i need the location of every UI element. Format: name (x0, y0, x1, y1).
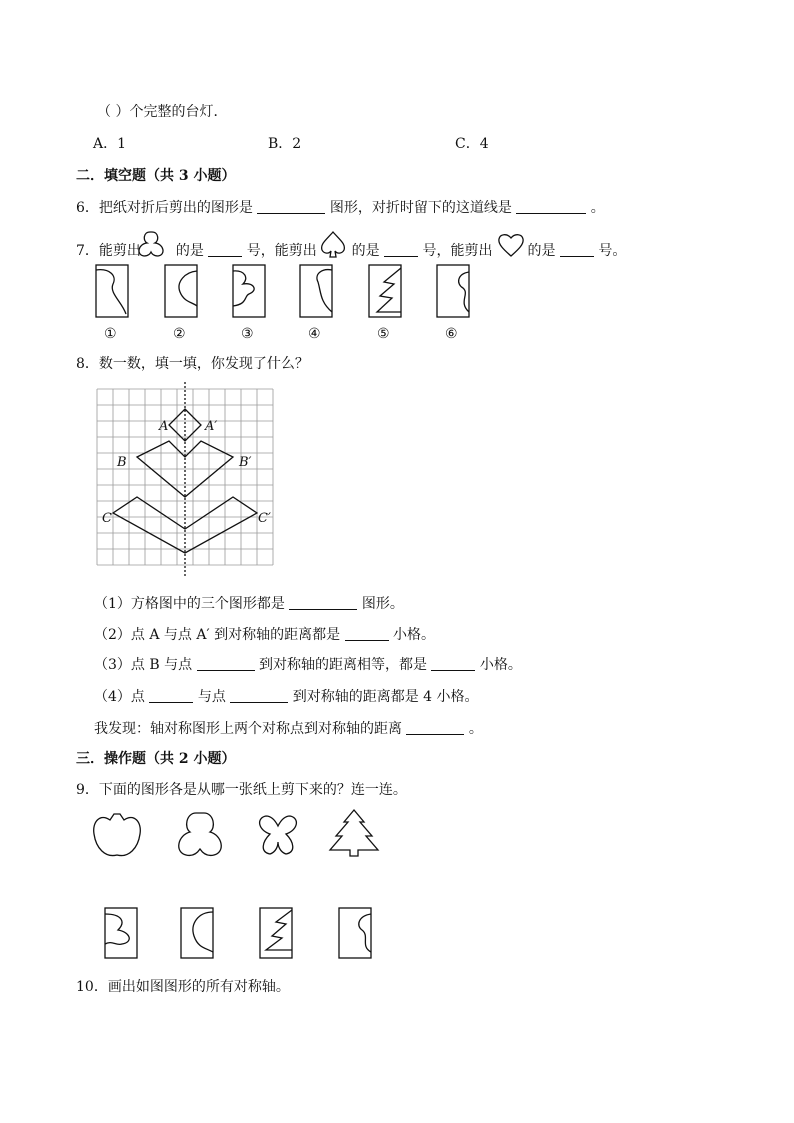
q8-title: 8．数一数，填一填，你发现了什么？ (76, 356, 309, 372)
q8-sub-3-text: （3）点 B 与点 (94, 657, 193, 673)
q7-text-6: 的是 (527, 243, 556, 259)
q5-text: （ ）个完整的台灯． (97, 104, 228, 120)
q6-text-3: 。 (590, 200, 605, 216)
label-c: C (102, 511, 112, 526)
paper-label-3: ③ (241, 326, 254, 342)
q8-sub-3-tail: 小格。 (479, 657, 522, 673)
apple-shape (94, 814, 141, 856)
paper-label-1: ① (104, 326, 117, 342)
paper-label-4: ④ (308, 326, 321, 342)
q6-text-2: 图形，对折时留下的这道线是 (329, 200, 512, 216)
paper-label-6: ⑥ (445, 326, 458, 342)
q5-option-a[interactable]: A．1 (93, 136, 127, 152)
label-b-prime: B′ (239, 455, 252, 470)
q9-title: 9．下面的图形各是从哪一张纸上剪下来的？连一连。 (76, 782, 407, 798)
q5-option-b[interactable]: B．2 (268, 136, 302, 152)
label-c-prime: C′ (258, 511, 271, 526)
q7-text-5: 号，能剪出 (422, 243, 493, 259)
q8-sub-1-text: （1）方格图中的三个图形都是 (94, 596, 285, 612)
q8-sub-4-mid: 与点 (197, 689, 226, 705)
q8-sub-4-tail: 到对称轴的距离都是 4 小格。 (292, 689, 479, 705)
section-3-title: 三．操作题（共 2 小题） (76, 751, 236, 767)
q9-paper-3[interactable] (260, 908, 292, 958)
q8-sub-4-text: （4）点 (94, 689, 145, 705)
q8-sub-2-tail: 小格。 (393, 627, 436, 643)
q6-text-1: 6．把纸对折后剪出的图形是 (76, 200, 253, 216)
q7-text-1: 7．能剪出 (76, 243, 141, 259)
q7-text-2: 的是 (175, 243, 204, 259)
gourd-shape (179, 813, 221, 855)
label-a-prime: A′ (205, 419, 218, 434)
q9-paper-1[interactable] (105, 908, 137, 958)
q10-title: 10．画出如图图形的所有对称轴。 (76, 979, 290, 995)
q9-paper-4[interactable] (339, 908, 371, 958)
q9-paper-2[interactable] (181, 908, 213, 958)
q5-option-c[interactable]: C．4 (455, 136, 489, 152)
paper-label-2: ② (173, 326, 186, 342)
bow-shape (260, 816, 297, 854)
section-2-title: 二．填空题（共 3 小题） (76, 168, 236, 184)
paper-label-5: ⑤ (377, 326, 390, 342)
q8-sub-2-text: （2）点 A 与点 A′ 到对称轴的距离都是 (94, 627, 341, 643)
q8-sub-1-tail: 图形。 (361, 596, 404, 612)
tree-shape (330, 810, 378, 856)
q8-discovery-text: 我发现：轴对称图形上两个对称点到对称轴的距离 (94, 721, 402, 737)
q8-discovery-tail: 。 (468, 721, 483, 737)
q7-text-7: 号。 (598, 243, 627, 259)
q7-text-3: 号，能剪出 (246, 243, 317, 259)
label-b: B (117, 455, 127, 470)
label-a: A (159, 419, 169, 434)
q8-sub-3-mid: 到对称轴的距离相等，都是 (259, 657, 428, 673)
q7-text-4: 的是 (351, 243, 380, 259)
